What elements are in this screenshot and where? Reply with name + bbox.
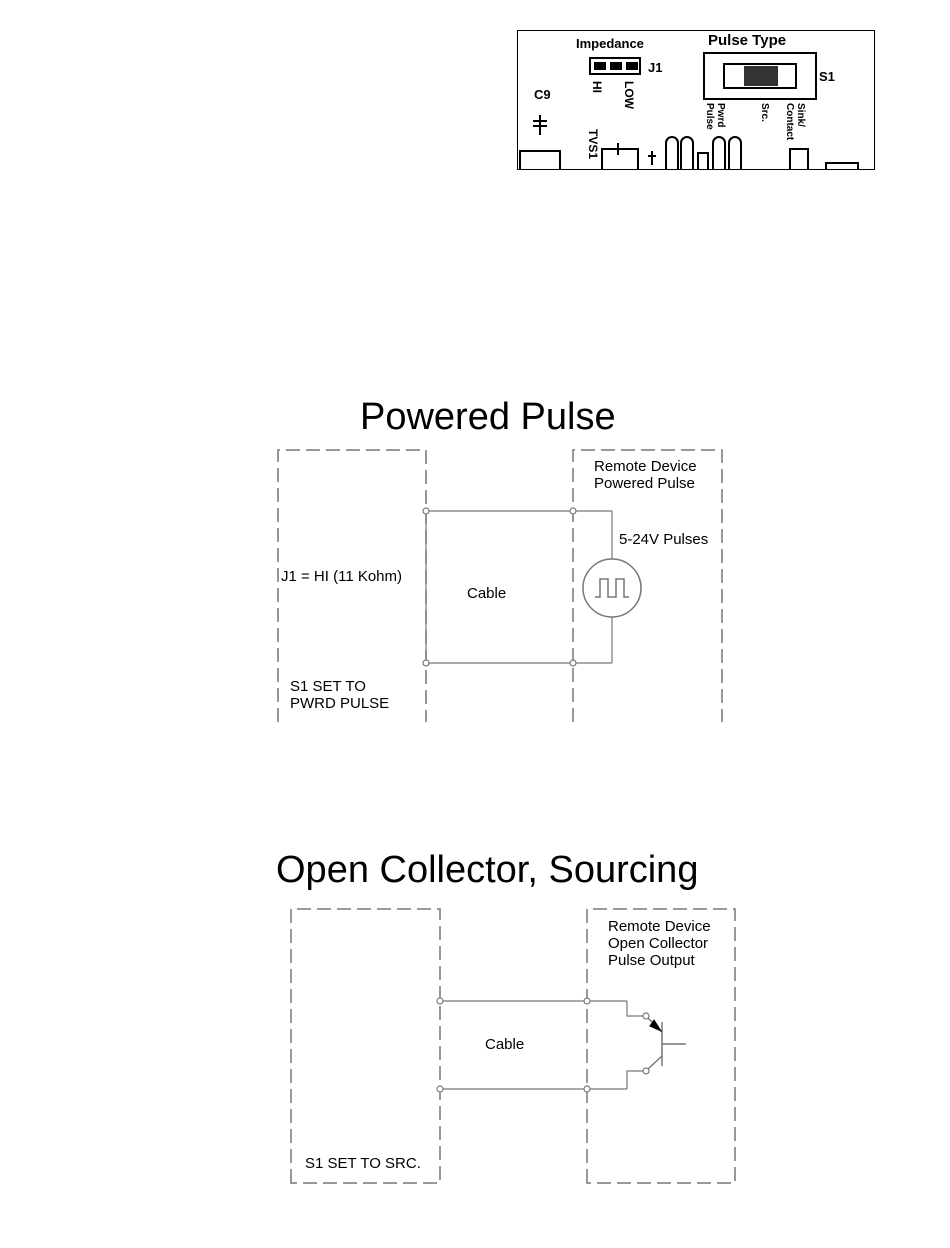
c9-label: C9: [534, 87, 551, 102]
s1-inset-label: S1: [819, 69, 835, 84]
pp-pulses-label: 5-24V Pulses: [619, 531, 709, 548]
pulse-source-icon: [583, 559, 641, 617]
impedance-label: Impedance: [576, 36, 644, 51]
oc-cable-wires: [440, 1001, 646, 1089]
low-label: LOW: [622, 81, 636, 109]
pp-j1-setting-label: J1 = HI (11 Kohm): [281, 568, 403, 585]
oc-s1-setting-label: S1 SET TO SRC.: [305, 1155, 421, 1172]
pp-s1-setting-label: S1 SET TO PWRD PULSE: [290, 678, 390, 712]
pp-cable-label: Cable: [467, 585, 507, 602]
pwrd-pulse-label: Pwrd Pulse: [704, 103, 726, 130]
oc-remote-device-label: Remote Device Open Collector Pulse Output: [608, 918, 711, 969]
sink-contact-label: Sink/ Contact: [784, 103, 806, 141]
hi-label: HI: [590, 81, 604, 93]
open-collector-title: Open Collector, Sourcing: [276, 849, 699, 891]
pulse-type-label: Pulse Type: [708, 32, 787, 49]
pp-remote-device-label: Remote Device Powered Pulse: [594, 458, 697, 492]
src-label: Src.: [759, 103, 770, 122]
j1-label: J1: [648, 60, 663, 75]
powered-pulse-title: Powered Pulse: [360, 396, 616, 438]
tvs1-label: TVS1: [586, 129, 600, 160]
oc-cable-label: Cable: [485, 1036, 525, 1053]
oc-terminals: [437, 998, 649, 1092]
oc-meter-box: [291, 909, 440, 1183]
transistor-icon: [648, 1018, 686, 1069]
